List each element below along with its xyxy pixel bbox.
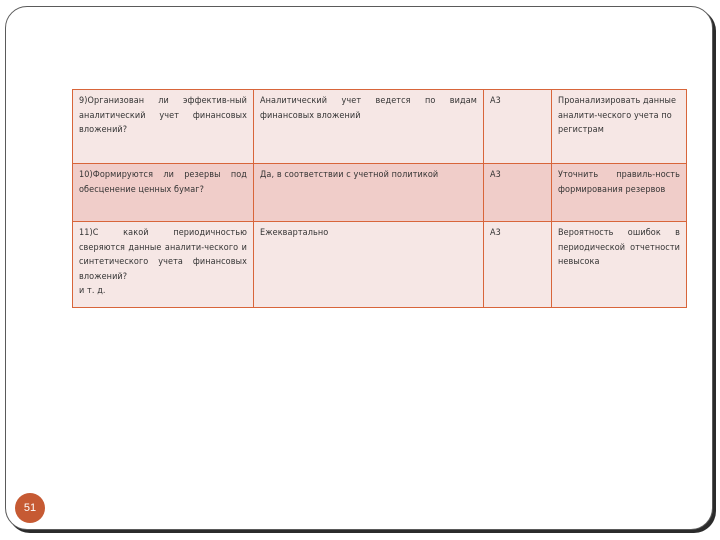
- question-extra-text: и т. д.: [79, 286, 106, 296]
- answer-cell: Ежеквартально: [254, 222, 484, 308]
- question-cell: [73, 222, 254, 308]
- code-cell: А3: [484, 90, 552, 164]
- question-cell: 9)Организован ли эффектив-ный аналитический учет финансовых вложений?: [73, 90, 254, 164]
- recommendation-cell: Уточнить правиль-ность формирования резервов: [552, 164, 687, 222]
- code-cell: А3: [484, 222, 552, 308]
- answer-cell: Да, в соответствии с учетной политикой: [254, 164, 484, 222]
- recommendation-cell: Вероятность ошибок в периодической отчетности невысока: [552, 222, 687, 308]
- table-row: [73, 222, 687, 308]
- table-row: [73, 164, 687, 222]
- question-cell: 10)Формируются ли резервы под обесценение ценных бумаг?: [73, 164, 254, 222]
- code-cell: А3: [484, 164, 552, 222]
- recommendation-cell: Проанализировать данные аналити-ческого учета по регистрам: [552, 90, 687, 164]
- question-text: 11)С какой периодичностью сверяются данные аналити-ческого и синтетического учета финансовых вложений?: [79, 228, 247, 282]
- audit-table: [72, 89, 687, 308]
- table-row: [73, 90, 687, 164]
- answer-cell: Аналитический учет ведется по видам финансовых вложений: [254, 90, 484, 164]
- page-number-badge: 51: [15, 493, 45, 523]
